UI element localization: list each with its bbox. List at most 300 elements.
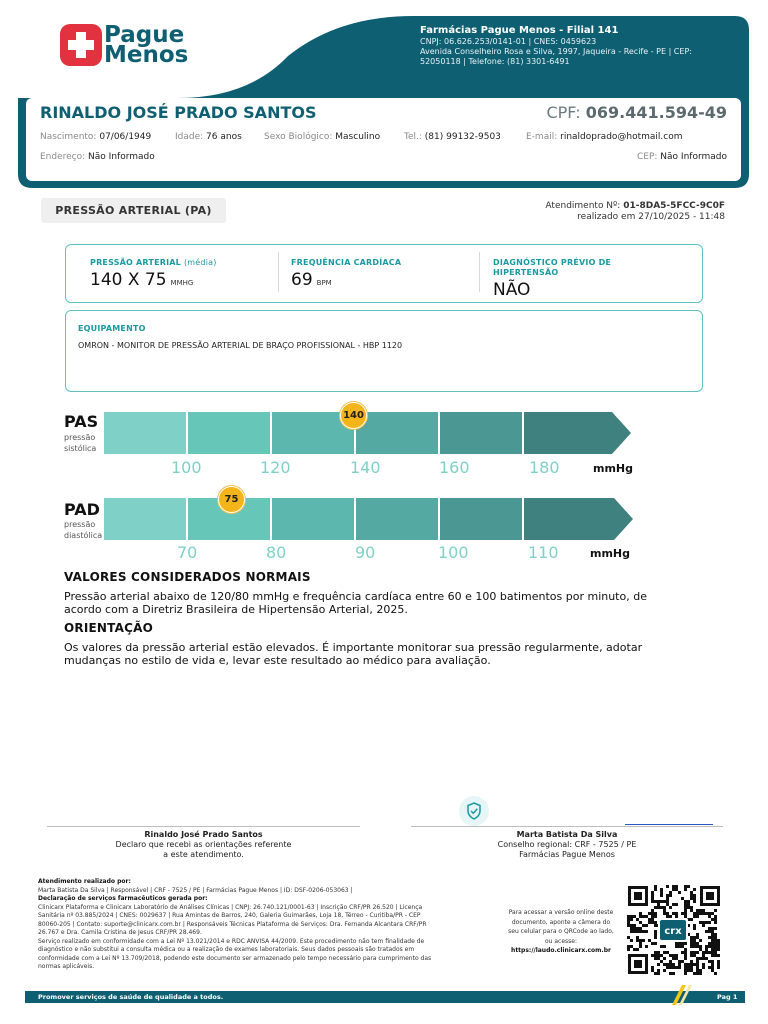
qr-module <box>702 951 705 954</box>
qr-module <box>687 903 690 906</box>
normals-line: acordo com a Diretriz Brasileira de Hipertensão Arterial, 2025. <box>64 603 408 616</box>
qr-module <box>648 939 651 942</box>
fineprint-line: conformidade com a Lei Nº 13.709/2018, podendo este documento ser armazenado pelo tempo necessário para cumprimento das <box>38 954 432 962</box>
qr-module <box>654 933 657 936</box>
fc-value: 69 <box>291 270 313 290</box>
diag-value: NÃO <box>493 280 531 300</box>
qr-module <box>690 951 693 954</box>
address-value: Não Informado <box>88 152 155 162</box>
qr-module <box>705 951 708 954</box>
qr-module <box>654 885 657 888</box>
qr-module <box>708 936 711 939</box>
qr-module <box>651 966 654 969</box>
logo-text-menos: Menos <box>104 42 189 68</box>
qr-module <box>681 951 684 954</box>
cpf-value: 069.441.594-49 <box>585 103 727 122</box>
qr-module <box>711 912 714 915</box>
qr-module <box>714 951 717 954</box>
qr-module <box>699 969 702 972</box>
qr-module <box>684 909 687 912</box>
qr-module <box>663 945 666 948</box>
qr-module <box>696 915 699 918</box>
qr-module <box>651 900 654 903</box>
patient-signature-line-text: Declaro que recebi as orientações referente <box>115 840 292 849</box>
qr-module <box>699 972 702 975</box>
pad-tick: 80 <box>266 543 287 562</box>
qr-module <box>627 921 630 924</box>
qr-module <box>714 954 717 957</box>
qr-module <box>672 966 675 969</box>
qr-module <box>708 930 711 933</box>
patient-signature-line-text: a este atendimento. <box>163 850 244 859</box>
qr-module <box>639 915 642 918</box>
qr-module <box>657 969 660 972</box>
qr-module <box>717 942 720 945</box>
qr-module <box>711 969 714 972</box>
qr-module <box>675 945 678 948</box>
qr-module <box>681 960 684 963</box>
footer-slogan: Promover serviços de saúde de qualidade a todos. <box>38 993 224 1001</box>
qr-module <box>636 936 639 939</box>
qr-module <box>678 966 681 969</box>
qr-module <box>663 969 666 972</box>
patient-cpf <box>546 103 727 122</box>
qr-code[interactable] <box>627 885 721 975</box>
qr-module <box>654 936 657 939</box>
qr-module <box>678 945 681 948</box>
page-number: Pag 1 <box>717 993 738 1001</box>
qr-module <box>693 942 696 945</box>
fineprint-line: normas aplicáveis. <box>38 963 95 970</box>
pad-segment <box>272 498 354 540</box>
qr-module <box>714 909 717 912</box>
qr-module <box>651 942 654 945</box>
qr-module <box>705 921 708 924</box>
qr-module <box>657 963 660 966</box>
qr-module <box>708 942 711 945</box>
qr-module <box>684 948 687 951</box>
qr-module <box>696 942 699 945</box>
pas-subtitle-line: sistólica <box>64 444 97 453</box>
qr-module <box>696 912 699 915</box>
store-info-line: CNPJ: 06.626.253/0141-01 | CNES: 0459623 <box>420 37 597 46</box>
fineprint-line: diagnóstico e não substitui a consulta médica ou a realização de exames laboratoriais. Seus dados pessoais são tratados em <box>38 946 415 953</box>
pharmacist-signature <box>411 830 723 860</box>
qr-module <box>663 951 666 954</box>
qr-module <box>639 945 642 948</box>
qr-module <box>657 951 660 954</box>
qr-module <box>654 972 657 975</box>
qr-module <box>639 912 642 915</box>
qr-module <box>654 912 657 915</box>
qr-module <box>711 954 714 957</box>
pa-value: 140 X 75 <box>90 270 167 290</box>
qr-module <box>663 909 666 912</box>
qr-module <box>717 966 720 969</box>
qr-module <box>693 939 696 942</box>
qr-module <box>645 924 648 927</box>
patient-signature <box>47 830 360 860</box>
diag-label-line: HIPERTENSÃO <box>493 268 559 277</box>
qr-module <box>699 945 702 948</box>
qr-module <box>702 957 705 960</box>
pas-title: PAS <box>64 412 99 431</box>
qr-module <box>705 945 708 948</box>
address-label: Endereço: <box>40 152 86 162</box>
qr-module <box>696 957 699 960</box>
qr-module <box>660 960 663 963</box>
fineprint-line: Sanitária nº 03.885/2024 | CNES: 0029637 | Rua Amintas de Barros, 240, Galeria Guimarães, Loja 18, Térreo - Curitiba/PR - CEP <box>38 912 421 919</box>
qr-module <box>678 960 681 963</box>
qr-module <box>675 888 678 891</box>
qr-module <box>684 885 687 888</box>
qr-module <box>660 954 663 957</box>
qr-module <box>714 942 717 945</box>
pas-segment <box>104 412 186 454</box>
qr-module <box>693 900 696 903</box>
cep-label: CEP: <box>636 152 658 162</box>
qr-module <box>696 963 699 966</box>
qr-module <box>654 900 657 903</box>
attendance-number: 01-8DA5-5FCC-9C0F <box>623 201 725 211</box>
qr-instruction-line: Para acessar a versão online deste <box>508 909 614 916</box>
qr-module <box>669 960 672 963</box>
qr-module <box>642 939 645 942</box>
qr-module <box>708 927 711 930</box>
qr-module <box>660 894 663 897</box>
orientation-line: mudanças no estilo de vida e, levar este resultado ao médico para avaliação. <box>64 654 491 667</box>
attendance-label: Atendimento Nº: <box>545 201 621 211</box>
qr-module <box>696 936 699 939</box>
qr-module <box>708 960 711 963</box>
qr-module <box>627 918 630 921</box>
qr-module <box>684 951 687 954</box>
qr-module <box>672 903 675 906</box>
qr-module <box>654 906 657 909</box>
qr-module <box>633 930 636 933</box>
qr-module <box>654 957 657 960</box>
qr-module <box>666 912 669 915</box>
qr-module <box>627 948 630 951</box>
qr-module <box>663 957 666 960</box>
qr-module <box>660 945 663 948</box>
qr-url[interactable]: https://laudo.clinicarx.com.br <box>511 947 611 954</box>
pas-tick: 100 <box>171 458 202 477</box>
qr-badge-text: crx <box>664 926 682 937</box>
qr-module <box>657 957 660 960</box>
qr-module <box>636 948 639 951</box>
pad-scale-bar <box>104 498 634 540</box>
signature-link-line <box>625 824 713 825</box>
qr-module <box>708 912 711 915</box>
qr-module <box>669 966 672 969</box>
qr-module <box>711 936 714 939</box>
qr-module <box>702 921 705 924</box>
qr-module <box>633 924 636 927</box>
birth-value: 07/06/1949 <box>99 132 152 142</box>
pas-tick: 140 <box>350 458 381 477</box>
qr-module <box>654 921 657 924</box>
qr-module <box>669 963 672 966</box>
pad-segment <box>104 498 186 540</box>
qr-module <box>642 915 645 918</box>
qr-module <box>714 948 717 951</box>
sex-value: Masculino <box>335 132 381 142</box>
logo-text-pague: Pague <box>104 22 185 48</box>
fineprint-line: 80060-205 | Contato: suporte@clinicarx.com.br | Responsáveis Técnicas Plataforma de Serviços: Dra. Fernanda Alcantara CRF/PR <box>38 920 427 928</box>
qr-module <box>702 966 705 969</box>
pa-label-sub: (média) <box>183 258 217 267</box>
pas-subtitle-line: pressão <box>64 433 96 442</box>
qr-module <box>693 972 696 975</box>
qr-module <box>630 924 633 927</box>
patient-signature-line <box>47 826 360 827</box>
pa-unit: MMHG <box>170 279 194 287</box>
qr-module <box>690 936 693 939</box>
qr-module <box>675 915 678 918</box>
qr-module <box>711 945 714 948</box>
qr-module <box>702 924 705 927</box>
fc-unit: BPM <box>316 279 332 287</box>
qr-module <box>711 927 714 930</box>
sex-label: Sexo Biológico: <box>264 132 333 142</box>
equipment-value: OMRON - MONITOR DE PRESSÃO ARTERIAL DE BRAÇO PROFISSIONAL - HBP 1120 <box>78 341 403 350</box>
qr-instructions <box>500 908 622 956</box>
qr-module <box>690 894 693 897</box>
pas-segment <box>440 412 522 454</box>
qr-module <box>708 921 711 924</box>
qr-module <box>693 963 696 966</box>
qr-module <box>693 897 696 900</box>
qr-module <box>654 924 657 927</box>
qr-module <box>690 918 693 921</box>
qr-module <box>675 885 678 888</box>
qr-module <box>684 903 687 906</box>
qr-module <box>663 963 666 966</box>
qr-module <box>711 948 714 951</box>
attendance-info <box>545 201 725 223</box>
qr-module <box>675 903 678 906</box>
qr-module <box>672 888 675 891</box>
qr-module <box>666 900 669 903</box>
pa-result <box>90 270 193 290</box>
qr-module <box>684 915 687 918</box>
pharmacist-signature-name: Marta Batista Da Silva <box>516 830 618 839</box>
qr-module <box>705 912 708 915</box>
qr-module <box>693 945 696 948</box>
qr-module <box>693 936 696 939</box>
qr-module <box>711 939 714 942</box>
pad-tick: 110 <box>528 543 559 562</box>
qr-module <box>666 885 669 888</box>
qr-module <box>639 930 642 933</box>
qr-module <box>666 903 669 906</box>
qr-module <box>639 927 642 930</box>
cep-value: Não Informado <box>660 152 727 162</box>
qr-module <box>687 885 690 888</box>
qr-module <box>699 921 702 924</box>
qr-module <box>666 966 669 969</box>
qr-module <box>702 912 705 915</box>
qr-module <box>711 951 714 954</box>
qr-module <box>636 918 639 921</box>
qr-module <box>660 900 663 903</box>
phone-field <box>404 132 501 142</box>
pad-subtitle-line: pressão <box>64 520 96 529</box>
fc-result <box>291 270 332 290</box>
qr-module <box>693 912 696 915</box>
pad-segment <box>524 498 633 540</box>
qr-module <box>690 969 693 972</box>
qr-module <box>651 894 654 897</box>
qr-module <box>660 906 663 909</box>
qr-module <box>630 927 633 930</box>
qr-module <box>630 915 633 918</box>
fineprint-line: Clinicarx Plataforma e Clinicarx Laboratório de Análises Clínicas | CNPJ: 26.740.121/0001-63 | Inscrição CRF/PR 26.520 | Licença <box>38 903 423 911</box>
qr-module <box>690 906 693 909</box>
pague-menos-cross-icon <box>60 24 102 66</box>
pas-segment <box>188 412 270 454</box>
attendance-date: realizado em 27/10/2025 - 11:48 <box>577 212 725 222</box>
qr-module <box>672 954 675 957</box>
qr-module <box>675 942 678 945</box>
qr-module <box>696 909 699 912</box>
pad-title: PAD <box>64 500 100 519</box>
qr-module <box>699 957 702 960</box>
qr-module <box>660 888 663 891</box>
qr-module <box>642 924 645 927</box>
fineprint-line: Serviço realizado em conformidade com a Lei Nº 13.021/2014 e RDC ANVISA 44/2009. Este procedimento não tem finalidade de <box>38 937 425 945</box>
qr-module <box>714 945 717 948</box>
age-label: Idade: <box>175 132 204 142</box>
email-field <box>526 132 683 142</box>
qr-module <box>636 930 639 933</box>
qr-module <box>696 966 699 969</box>
qr-module <box>714 939 717 942</box>
pharmacist-signature-line-text: Farmácias Pague Menos <box>519 850 615 859</box>
sex-field <box>264 132 380 142</box>
qr-module <box>690 897 693 900</box>
qr-module <box>651 918 654 921</box>
qr-module <box>690 939 693 942</box>
orientation-title: ORIENTAÇÃO <box>64 621 153 635</box>
normals-title: VALORES CONSIDERADOS NORMAIS <box>64 570 311 584</box>
qr-module <box>639 942 642 945</box>
divider <box>278 252 279 292</box>
qr-module <box>699 939 702 942</box>
qr-module <box>717 945 720 948</box>
fineprint-line: 26.767 e Dra. Camila Cristina de Jesus CRF/PR 28.469. <box>38 929 202 936</box>
qr-module <box>684 888 687 891</box>
exam-title: PRESSÃO ARTERIAL (PA) <box>41 198 226 223</box>
qr-module <box>714 921 717 924</box>
qr-module <box>687 900 690 903</box>
qr-module <box>666 963 669 966</box>
qr-module <box>669 915 672 918</box>
cep-field <box>637 152 727 162</box>
qr-module <box>711 942 714 945</box>
qr-module <box>666 897 669 900</box>
qr-module <box>708 966 711 969</box>
pad-tick: 90 <box>355 543 376 562</box>
qr-module <box>684 900 687 903</box>
qr-module <box>699 948 702 951</box>
pas-tick: 160 <box>439 458 470 477</box>
pad-tick: 100 <box>438 543 469 562</box>
qr-module <box>687 963 690 966</box>
divider <box>479 252 480 292</box>
age-value: 76 anos <box>206 132 242 142</box>
qr-module <box>678 942 681 945</box>
qr-module <box>672 963 675 966</box>
diag-label <box>493 258 611 278</box>
qr-module <box>663 900 666 903</box>
qr-module <box>633 915 636 918</box>
qr-module <box>630 930 633 933</box>
qr-module <box>690 963 693 966</box>
qr-module <box>651 954 654 957</box>
pad-segment <box>440 498 522 540</box>
age-field <box>175 132 242 142</box>
qr-module <box>702 963 705 966</box>
store-info <box>420 37 730 67</box>
qr-module <box>696 945 699 948</box>
qr-module <box>708 915 711 918</box>
qr-module <box>690 909 693 912</box>
qr-module <box>627 924 630 927</box>
qr-module <box>711 966 714 969</box>
qr-module <box>717 963 720 966</box>
qr-module <box>714 936 717 939</box>
store-info-line: 52050118 | Telefone: (81) 3301-6491 <box>420 57 570 66</box>
fineprint-heading: Atendimento realizado por: <box>38 878 131 885</box>
qr-module <box>690 945 693 948</box>
qr-module <box>666 951 669 954</box>
qr-module <box>705 957 708 960</box>
phone-label: Tel.: <box>404 132 422 142</box>
qr-module <box>654 942 657 945</box>
qr-instruction-line: ou acesse: <box>544 937 577 945</box>
qr-module <box>690 891 693 894</box>
qr-module <box>714 933 717 936</box>
qr-module <box>657 900 660 903</box>
qr-module <box>636 927 639 930</box>
diag-label-line: DIAGNÓSTICO PRÉVIO DE <box>493 258 612 267</box>
qr-module <box>693 894 696 897</box>
fineprint-heading: Declaração de serviços farmacêuticos gerada por: <box>38 895 208 902</box>
pas-unit: mmHg <box>593 462 634 475</box>
qr-module <box>675 912 678 915</box>
pa-label-text: PRESSÃO ARTERIAL <box>90 258 181 267</box>
equipment-label: EQUIPAMENTO <box>78 324 146 333</box>
qr-module <box>684 942 687 945</box>
qr-module <box>651 909 654 912</box>
qr-module <box>690 966 693 969</box>
qr-module <box>708 951 711 954</box>
qr-module <box>657 954 660 957</box>
qr-module <box>669 891 672 894</box>
fineprint-line: Marta Batista Da Silva | Responsável | CRF - 7525 / PE | Farmácias Pague Menos | ID: DSF-0206-053063 | <box>38 886 353 894</box>
pad-unit: mmHg <box>590 547 631 560</box>
qr-module <box>690 942 693 945</box>
pas-scale-bar <box>104 412 632 454</box>
pharmacist-signature-line-text: Conselho regional: CRF - 7525 / PE <box>497 840 637 849</box>
qr-module <box>639 939 642 942</box>
qr-module <box>717 954 720 957</box>
pas-segment <box>356 412 438 454</box>
qr-module <box>627 936 630 939</box>
qr-module <box>714 915 717 918</box>
